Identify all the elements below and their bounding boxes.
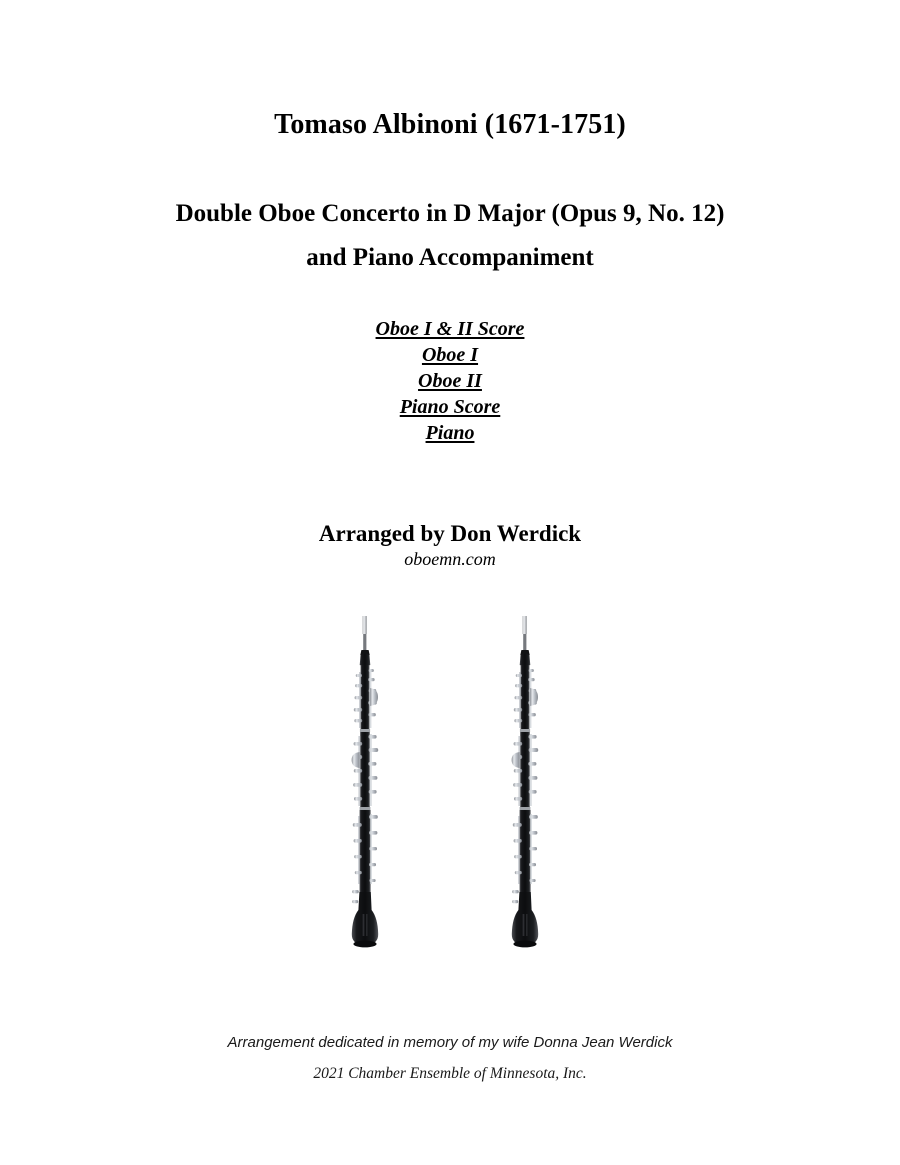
part-link-piano[interactable]: Piano: [425, 422, 475, 444]
dedication-text: Arrangement dedicated in memory of my wife Donna Jean Werdick: [227, 1034, 673, 1051]
website-url: oboemn.com: [404, 549, 496, 569]
copyright-text: 2021 Chamber Ensemble of Minnesota, Inc.: [313, 1065, 587, 1082]
part-link-piano-score[interactable]: Piano Score: [399, 396, 501, 418]
oboe-image-left: [343, 612, 387, 952]
part-link-oboe-2[interactable]: Oboe II: [418, 370, 482, 392]
composer-name: Tomaso Albinoni (1671-1751): [274, 109, 626, 140]
work-title-line-2: and Piano Accompaniment: [306, 244, 594, 271]
work-title-line-1: Double Oboe Concerto in D Major (Opus 9, No. 12): [175, 200, 725, 227]
oboe-illustration-group: [0, 612, 900, 957]
part-link-oboe-1[interactable]: Oboe I: [421, 344, 479, 366]
part-link-oboe-1-and-2-score[interactable]: Oboe I & II Score: [375, 318, 525, 340]
oboe-image-right: [503, 612, 547, 952]
work-title: [0, 192, 900, 280]
parts-list: [0, 316, 900, 446]
arranger-credit: Arranged by Don Werdick: [318, 521, 582, 546]
